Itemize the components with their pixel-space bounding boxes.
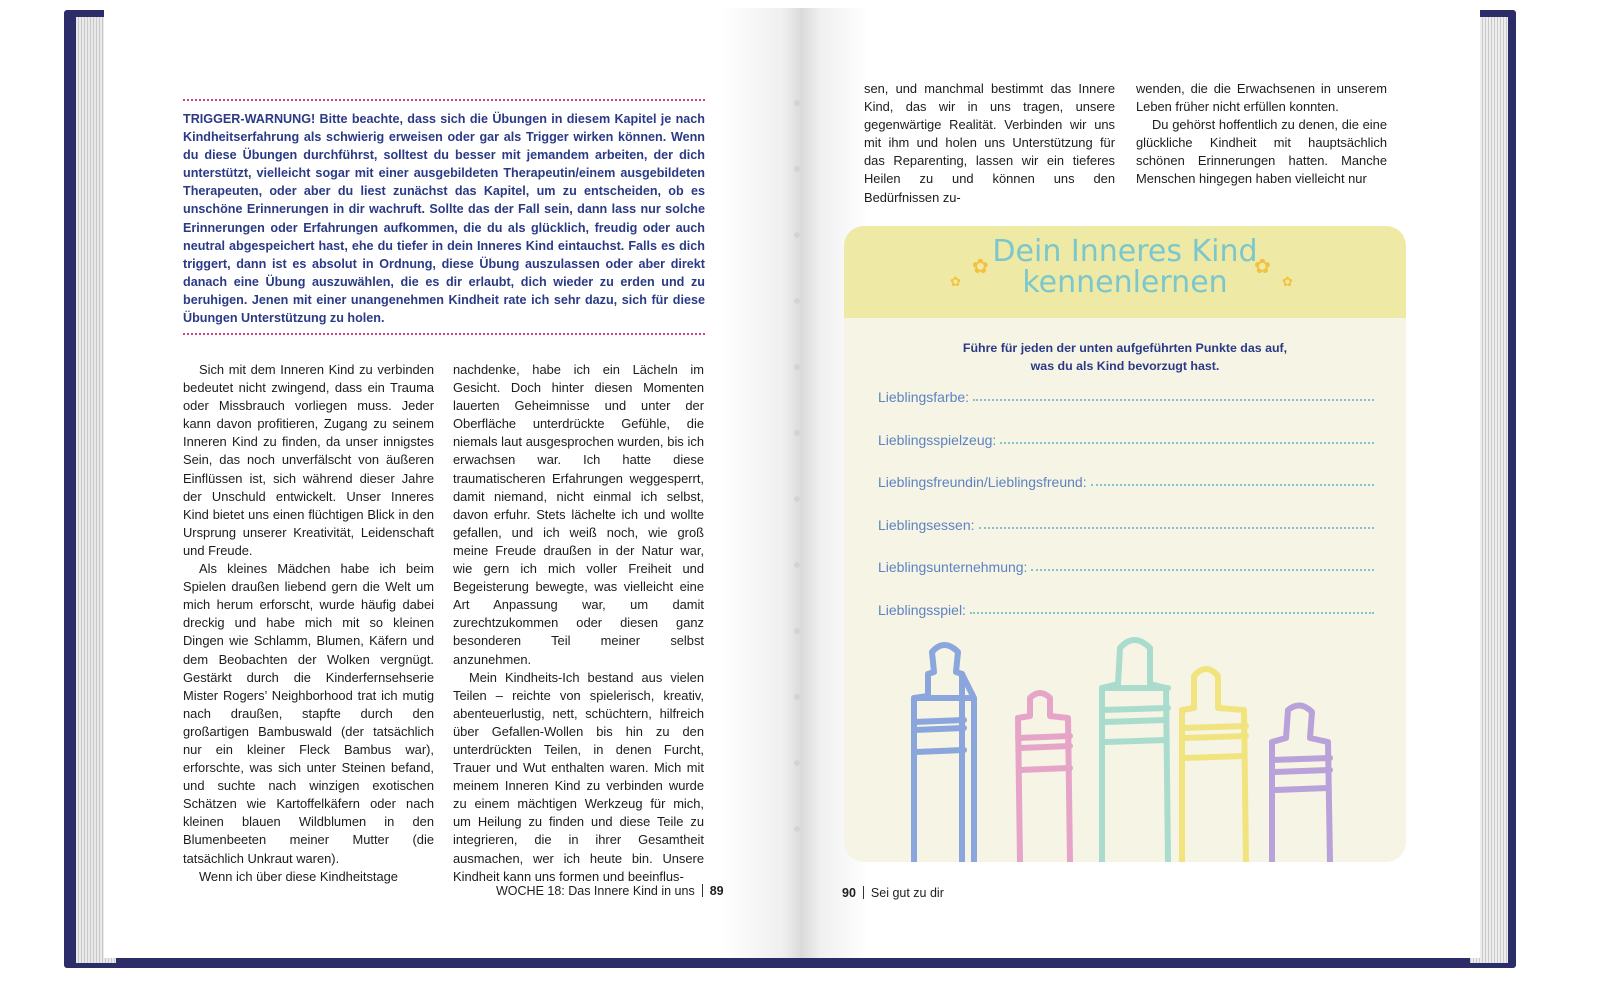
crayon-icon [1182,669,1246,862]
crayon-illustration [844,626,1406,862]
crayon-icon [1018,693,1070,862]
field-label: Lieblingsessen: [878,517,975,533]
write-line[interactable] [979,527,1374,529]
left-footer [496,884,724,898]
card-title-line-1: Dein Inneres Kind [992,234,1258,269]
field-favorite-toy[interactable] [878,432,1374,448]
flower-icon: ✿ [972,256,989,278]
field-label: Lieblingsspiel: [878,602,966,618]
flower-icon: ✿ [1282,274,1293,289]
field-favorite-game[interactable] [878,602,1374,618]
right-column-1 [864,80,1115,207]
right-footer [842,886,944,900]
left-column-2 [453,361,704,886]
field-favorite-activity[interactable] [878,559,1374,575]
running-head: Sei gut zu dir [870,886,944,900]
footer-divider [863,886,864,899]
paragraph: Mein Kindheits-Ich bestand aus vielen Teilen – reichte von spielerisch, kreativ, abenteuerlustig, nett, schüchtern, hilfreich über Gefallen-Wollen bis hin zu den unterdrückten Teilen, in denen Furcht, Trauer und Wut enthalten waren. Mich mit meinem Inneren Kind zu verbinden wurde zu einem mächtigen Werkzeug für mich, um Heilung zu finden und diese Teile zu integrieren, die in ihrer Gesamtheit ausmachen, wer ich heute bin. Unsere Kindheit kann uns formen und beeinflus- [453,669,704,884]
field-favorite-food[interactable] [878,517,1374,533]
paragraph: nachdenke, habe ich ein Lächeln im Gesicht. Doch hinter diesen Momenten lauerten Geheimnisse und unter der Oberfläche unterdrückte Gefühle, die niemals laut ausgesprochen wurden, bis ich erwachsen war. Ich hatte diese traumatischeren Erfahrungen weggesperrt, damit niemand, nicht einmal ich selbst, davon erfuhr. Stets lächelte ich und wollte gefallen, und ich weiß noch, wie groß meine Freude draußen in der Natur war, wie gern ich mich voller Freiheit und Begeisterung bewegte, was vielleicht eine Art Anpassung war, um damit zurechtzukommen oder diesen ganz besonderen Teil meiner selbst anzunehmen. [453,362,704,667]
field-label: Lieblingsfreundin/Lieblingsfreund: [878,474,1087,490]
running-head: WOCHE 18: Das Innere Kind in uns [496,884,695,898]
paragraph: wenden, die die Erwachsenen in unserem Leben früher nicht erfüllen konnten. [1136,81,1387,115]
left-column-1 [183,361,434,886]
exercise-card [844,226,1406,862]
page-number: 90 [842,886,856,900]
binding-holes [792,100,802,880]
scalloped-edge [844,312,1406,324]
field-label: Lieblingsunternehmung: [878,559,1028,575]
right-column-2 [1136,80,1387,189]
flower-icon: ✿ [950,274,961,289]
write-line[interactable] [973,399,1374,401]
card-title [844,236,1406,298]
instruction-line-2: was du als Kind bevorzugt hast. [1030,359,1220,373]
page-number: 89 [709,884,724,898]
field-label: Lieblingsfarbe: [878,389,970,405]
paragraph: Sich mit dem Inneren Kind zu verbinden bedeutet nicht zwingend, dass ein Trauma oder Missbrauch vorliegen muss. Jeder kann davon profitieren, Zugang zu seinem Inneren Kind zu finden, da unser innigstes Sein, das noch unverfälscht von äußeren Einflüssen ist, sich während dieser Jahre der Unschuld entwickelt. Unser Inneres Kind bietet uns einen flüchtigen Blick in den Ursprung unserer Kreativität, Leidenschaft und Freude. [183,362,434,558]
write-line[interactable] [1000,442,1374,444]
card-instruction [844,339,1406,375]
card-title-line-2: kennenlernen [1022,265,1228,300]
trigger-warning: TRIGGER-WARNUNG! Bitte beachte, dass sich die Übungen in diesem Kapitel je nach Kindheitserfahrung als schwierig erweisen oder gar als Trigger wirken können. Wenn du diese Übungen durchführst, solltest du besser mit jemandem arbeiten, der dich unterstützt, vielleicht sogar mit einer ausgebildeten Therapeutin/einem ausgebildeten Therapeuten, oder aber du liest zunächst das Kapitel, um zu entscheiden, ob es unschöne Erinnerungen in dir wachruft. Sollte das der Fall sein, dann lass nur solche Erinnerungen oder Erfahrungen aufkommen, die du als glücklich, freudig oder auch neutral abgespeichert hast, ehe du tiefer in dein Inneres Kind eintauchst. Falls es dich triggert, dann ist es absolut in Ordnung, diese Übung auszulassen oder aber direkt danach eine Übung auszuwählen, die es dir erlaubt, dich wieder zu erden und zu beruhigen. Jenen mit einer unangenehmen Kindheit rate ich sehr dazu, sich für diese Übungen Unterstützung zu holen. [183,112,705,326]
warning-top-rule [183,99,705,101]
footer-divider [702,884,703,897]
write-line[interactable] [1091,484,1374,486]
instruction-line-1: Führe für jeden der unten aufgeführten Punkte das auf, [962,341,1288,355]
write-line[interactable] [1031,569,1374,571]
crayon-icon [1102,640,1168,862]
write-line[interactable] [970,612,1374,614]
field-favorite-friend[interactable] [878,474,1374,490]
paragraph: Wenn ich über diese Kindheitstage [199,868,398,884]
field-favorite-color[interactable] [878,389,1374,405]
warning-bottom-rule [183,333,705,335]
crayon-icon [1272,705,1330,862]
paragraph: Du gehörst hoffentlich zu denen, die eine glückliche Kindheit mit hauptsächlich schönen Erinnerungen hatten. Manche Menschen hingegen haben vielleicht nur [1136,117,1387,187]
crayon-icon [914,645,974,862]
field-label: Lieblingsspielzeug: [878,432,997,448]
paragraph: Als kleines Mädchen habe ich beim Spielen draußen liebend gern die Welt um mich herum erforscht, wurde häufig dabei dreckig und habe mich mit so kleinen Dingen wie Schlamm, Blumen, Käfern und dem Beobachten der Wolken vergnügt. Gestärkt durch die Kinderfernsehserie Mister Rogers’ Neighborhood trat ich mutig nach draußen, stapfte durch den großartigen Bambuswald (der tatsächlich nur ein kleiner Fleck Bambus war), erforschte, was sich unter Steinen befand, und suchte nach winzigen exotischen Schätzen wie Kartoffelkäfern oder nach kleinen blauen Wildblumen in den Blumenbeeten meiner Mutter (die tatsächlich Unkraut waren). [183,561,434,866]
flower-icon: ✿ [1254,256,1271,278]
paragraph: sen, und manchmal bestimmt das Innere Kind, das wir in uns tragen, unsere gegenwärtige Realität. Verbinden wir uns mit ihm und holen uns Unterstützung für das Reparenting, lassen wir ein tieferes Heilen zu und können uns den Bedürfnissen zu- [864,81,1115,205]
